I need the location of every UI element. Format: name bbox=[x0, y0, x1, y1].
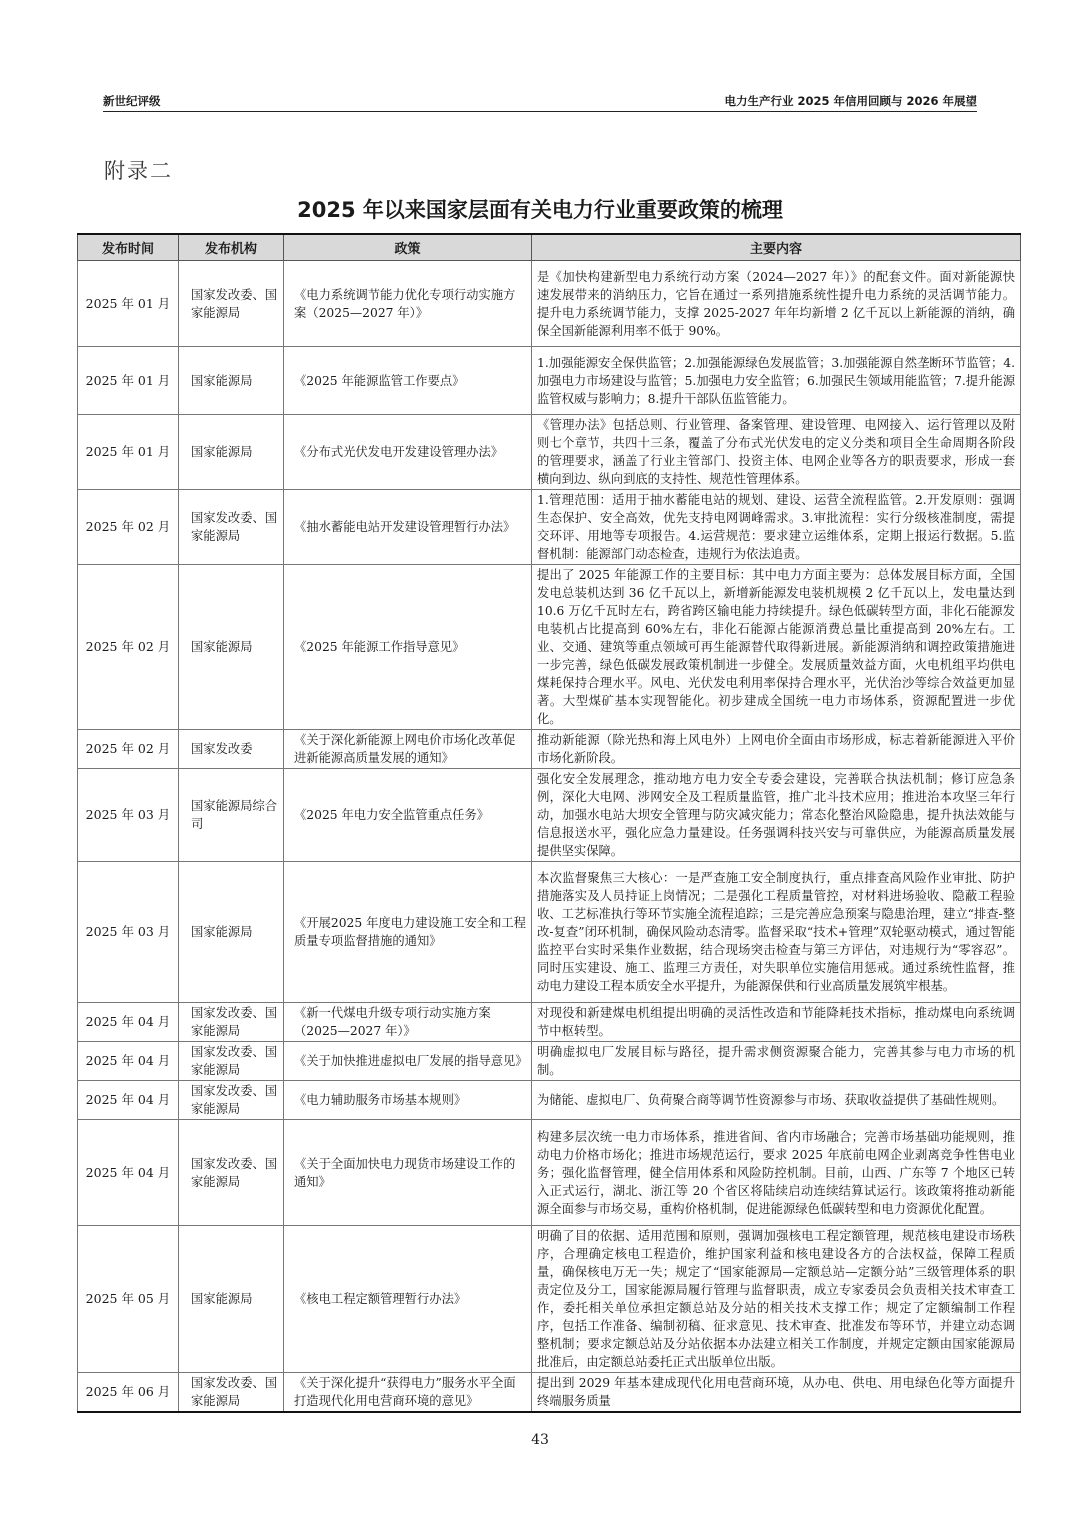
cell-publisher: 国家发改委、国家能源局 bbox=[179, 1042, 284, 1081]
cell-publisher: 国家能源局 bbox=[179, 415, 284, 490]
column-header-date: 发布时间 bbox=[78, 234, 179, 261]
table-row bbox=[78, 415, 1021, 490]
cell-content: 强化安全发展理念，推动地方电力安全专委会建设，完善联合执法机制；修订应急条例，深化大电网、涉网安全及工程质量监管，推广北斗技术应用；推进治本攻坚三年行动，加强水电站大坝安全管理与防灾减灾能力；常态化整治风险隐患，提升执法效能与信息报送水平，强化应急力量建设。任务强调科技兴安与可靠供应，为能源高质量发展提供坚实保障。 bbox=[532, 769, 1021, 862]
table-row bbox=[78, 1120, 1021, 1226]
cell-date: 2025 年 05 月 bbox=[78, 1226, 179, 1373]
table-row bbox=[78, 1042, 1021, 1081]
cell-content: 推动新能源（除光热和海上风电外）上网电价全面由市场形成，标志着新能源进入平价市场化新阶段。 bbox=[532, 730, 1021, 769]
cell-policy: 《关于加快推进虚拟电厂发展的指导意见》 bbox=[284, 1042, 532, 1081]
cell-date: 2025 年 01 月 bbox=[78, 347, 179, 415]
header-report-title: 电力生产行业 2025 年信用回顾与 2026 年展望 bbox=[724, 94, 977, 108]
cell-publisher: 国家能源局 bbox=[179, 862, 284, 1003]
cell-publisher: 国家能源局综合司 bbox=[179, 769, 284, 862]
cell-publisher: 国家能源局 bbox=[179, 347, 284, 415]
page-header bbox=[103, 93, 977, 113]
cell-publisher: 国家能源局 bbox=[179, 565, 284, 730]
cell-policy: 《2025 年能源工作指导意见》 bbox=[284, 565, 532, 730]
cell-date: 2025 年 03 月 bbox=[78, 769, 179, 862]
cell-publisher: 国家发改委 bbox=[179, 730, 284, 769]
cell-publisher: 国家发改委、国家能源局 bbox=[179, 490, 284, 565]
cell-content: 对现役和新建煤电机组提出明确的灵活性改造和节能降耗技术指标，推动煤电向系统调节中枢转型。 bbox=[532, 1003, 1021, 1042]
cell-content: 1.加强能源安全保供监管；2.加强能源绿色发展监管；3.加强能源自然垄断环节监管；4.加强电力市场建设与监管；5.加强电力安全监管；6.加强民生领域用能监管；7.提升能源监管权威与影响力；8.提升干部队伍监管能力。 bbox=[532, 347, 1021, 415]
column-header-content: 主要内容 bbox=[532, 234, 1021, 261]
cell-date: 2025 年 03 月 bbox=[78, 862, 179, 1003]
page-title: 2025 年以来国家层面有关电力行业重要政策的梳理 bbox=[297, 198, 783, 222]
cell-publisher: 国家能源局 bbox=[179, 1226, 284, 1373]
cell-content: 明确了目的依据、适用范围和原则，强调加强核电工程定额管理，规范核电建设市场秩序，合理确定核电工程造价，维护国家利益和核电建设各方的合法权益，保障工程质量，确保核电万无一失；规定了“国家能源局—定额总站—定额分站”三级管理体系的职责定位及分工，国家能源局履行管理与监督职责，成立专家委员会负责相关技术审查工作，委托相关单位承担定额总站及分站的相关技术支撑工作；规定了定额编制工作程序，包括工作准备、编制初稿、征求意见、技术审查、批准发布等环节，并建立动态调整机制；要求定额总站及分站依据本办法建立相关工作制度，并规定定额由国家能源局批准后，由定额总站委托正式出版单位出版。 bbox=[532, 1226, 1021, 1373]
cell-publisher: 国家发改委、国家能源局 bbox=[179, 1003, 284, 1042]
cell-date: 2025 年 01 月 bbox=[78, 415, 179, 490]
table-header-row bbox=[78, 234, 1021, 261]
table-row bbox=[78, 1226, 1021, 1373]
cell-policy: 《2025 年电力安全监管重点任务》 bbox=[284, 769, 532, 862]
cell-date: 2025 年 02 月 bbox=[78, 565, 179, 730]
policy-table bbox=[77, 233, 1021, 1413]
cell-policy: 《关于深化新能源上网电价市场化改革促进新能源高质量发展的通知》 bbox=[284, 730, 532, 769]
table-row bbox=[78, 490, 1021, 565]
cell-date: 2025 年 02 月 bbox=[78, 730, 179, 769]
cell-policy: 《抽水蓄能电站开发建设管理暂行办法》 bbox=[284, 490, 532, 565]
appendix-label: 附录二 bbox=[104, 159, 173, 183]
column-header-policy: 政策 bbox=[284, 234, 532, 261]
cell-content: 构建多层次统一电力市场体系，推进省间、省内市场融合；完善市场基础功能规则，推动电力价格市场化；推进市场规范运行，要求 2025 年底前电网企业剥离竞争性售电业务；强化监督管理，健全信用体系和风险防控机制。目前，山西、广东等 7 个地区已转入正式运行，湖北、浙江等 20 个省区将陆续启动连续结算试运行。该政策将推动新能源全面参与市场交易，重构价格机制，促进能源绿色低碳转型和电力资源优化配置。 bbox=[532, 1120, 1021, 1226]
table-row bbox=[78, 261, 1021, 347]
table-row bbox=[78, 347, 1021, 415]
cell-content: 提出了 2025 年能源工作的主要目标：其中电力方面主要为：总体发展目标方面，全国发电总装机达到 36 亿千瓦以上，新增新能源发电装机规模 2 亿千瓦以上，发电量达到 10.6 万亿千瓦时左右，跨省跨区输电能力持续提升。绿色低碳转型方面，非化石能源发电装机占比提高到 60%左右，非化石能源占能源消费总量比重提高到 20%左右。工业、交通、建筑等重点领域可再生能源替代取得新进展。新能源消纳和调控政策措施进一步完善，绿色低碳发展政策机制进一步健全。发展质量效益方面，火电机组平均供电煤耗保持合理水平。风电、光伏发电利用率保持合理水平，光伏治沙等综合效益更加显著。大型煤矿基本实现智能化。初步建成全国统一电力市场体系，资源配置进一步优化。 bbox=[532, 565, 1021, 730]
table-row bbox=[78, 1373, 1021, 1413]
cell-date: 2025 年 04 月 bbox=[78, 1003, 179, 1042]
cell-policy: 《关于深化提升“获得电力”服务水平全面打造现代化用电营商环境的意见》 bbox=[284, 1373, 532, 1413]
table-row bbox=[78, 862, 1021, 1003]
cell-policy: 《核电工程定额管理暂行办法》 bbox=[284, 1226, 532, 1373]
table-row bbox=[78, 1081, 1021, 1120]
cell-date: 2025 年 04 月 bbox=[78, 1081, 179, 1120]
cell-policy: 《关于全面加快电力现货市场建设工作的通知》 bbox=[284, 1120, 532, 1226]
table-row bbox=[78, 1003, 1021, 1042]
cell-content: 提出到 2029 年基本建成现代化用电营商环境，从办电、供电、用电绿色化等方面提升终端服务质量 bbox=[532, 1373, 1021, 1413]
cell-policy: 《电力辅助服务市场基本规则》 bbox=[284, 1081, 532, 1120]
cell-publisher: 国家发改委、国家能源局 bbox=[179, 1120, 284, 1226]
cell-policy: 《开展2025 年度电力建设施工安全和工程质量专项监督措施的通知》 bbox=[284, 862, 532, 1003]
cell-content: 本次监督聚焦三大核心：一是严查施工安全制度执行，重点排查高风险作业审批、防护措施落实及人员持证上岗情况；二是强化工程质量管控，对材料进场验收、隐蔽工程验收、工艺标准执行等环节实施全流程追踪；三是完善应急预案与隐患治理，建立“排查-整改-复查”闭环机制，确保风险动态清零。监督采取“技术+管理”双轮驱动模式，通过智能监控平台实时采集作业数据，结合现场突击检查与第三方评估，对违规行为“零容忍”。同时压实建设、施工、监理三方责任，对失职单位实施信用惩戒。通过系统性监督，推动电力建设工程本质安全水平提升，为能源保供和行业高质量发展筑牢根基。 bbox=[532, 862, 1021, 1003]
cell-date: 2025 年 04 月 bbox=[78, 1120, 179, 1226]
cell-policy: 《新一代煤电升级专项行动实施方案（2025—2027 年）》 bbox=[284, 1003, 532, 1042]
cell-content: 1.管理范围：适用于抽水蓄能电站的规划、建设、运营全流程监管。2.开发原则：强调生态保护、安全高效，优先支持电网调峰需求。3.审批流程：实行分级核准制度，需提交环评、用地等专项报告。4.运营规范：要求建立运维体系，定期上报运行数据。5.监督机制：能源部门动态检查，违规行为依法追责。 bbox=[532, 490, 1021, 565]
cell-publisher: 国家发改委、国家能源局 bbox=[179, 261, 284, 347]
cell-date: 2025 年 02 月 bbox=[78, 490, 179, 565]
cell-date: 2025 年 01 月 bbox=[78, 261, 179, 347]
cell-date: 2025 年 06 月 bbox=[78, 1373, 179, 1413]
cell-publisher: 国家发改委、国家能源局 bbox=[179, 1081, 284, 1120]
cell-content: 《管理办法》包括总则、行业管理、备案管理、建设管理、电网接入、运行管理以及附则七个章节，共四十三条，覆盖了分布式光伏发电的定义分类和项目全生命周期各阶段的管理要求，涵盖了行业主管部门、投资主体、电网企业等各方的职责要求，形成一套横向到边、纵向到底的支持性、规范性管理体系。 bbox=[532, 415, 1021, 490]
cell-content: 为储能、虚拟电厂、负荷聚合商等调节性资源参与市场、获取收益提供了基础性规则。 bbox=[532, 1081, 1021, 1120]
cell-policy: 《电力系统调节能力优化专项行动实施方案（2025—2027 年）》 bbox=[284, 261, 532, 347]
header-divider bbox=[103, 111, 977, 112]
cell-date: 2025 年 04 月 bbox=[78, 1042, 179, 1081]
page-number: 43 bbox=[531, 1432, 549, 1448]
cell-policy: 《2025 年能源监管工作要点》 bbox=[284, 347, 532, 415]
cell-policy: 《分布式光伏发电开发建设管理办法》 bbox=[284, 415, 532, 490]
table-row bbox=[78, 769, 1021, 862]
cell-publisher: 国家发改委、国家能源局 bbox=[179, 1373, 284, 1413]
column-header-publisher: 发布机构 bbox=[179, 234, 284, 261]
table-row bbox=[78, 565, 1021, 730]
cell-content: 是《加快构建新型电力系统行动方案（2024—2027 年）》的配套文件。面对新能源快速发展带来的消纳压力，它旨在通过一系列措施系统性提升电力系统的灵活调节能力。提升电力系统调节能力，支撑 2025-2027 年年均新增 2 亿千瓦以上新能源的消纳，确保全国新能源利用率不低于 90%。 bbox=[532, 261, 1021, 347]
cell-content: 明确虚拟电厂发展目标与路径，提升需求侧资源聚合能力，完善其参与电力市场的机制。 bbox=[532, 1042, 1021, 1081]
header-publisher: 新世纪评级 bbox=[103, 94, 161, 108]
table-row bbox=[78, 730, 1021, 769]
